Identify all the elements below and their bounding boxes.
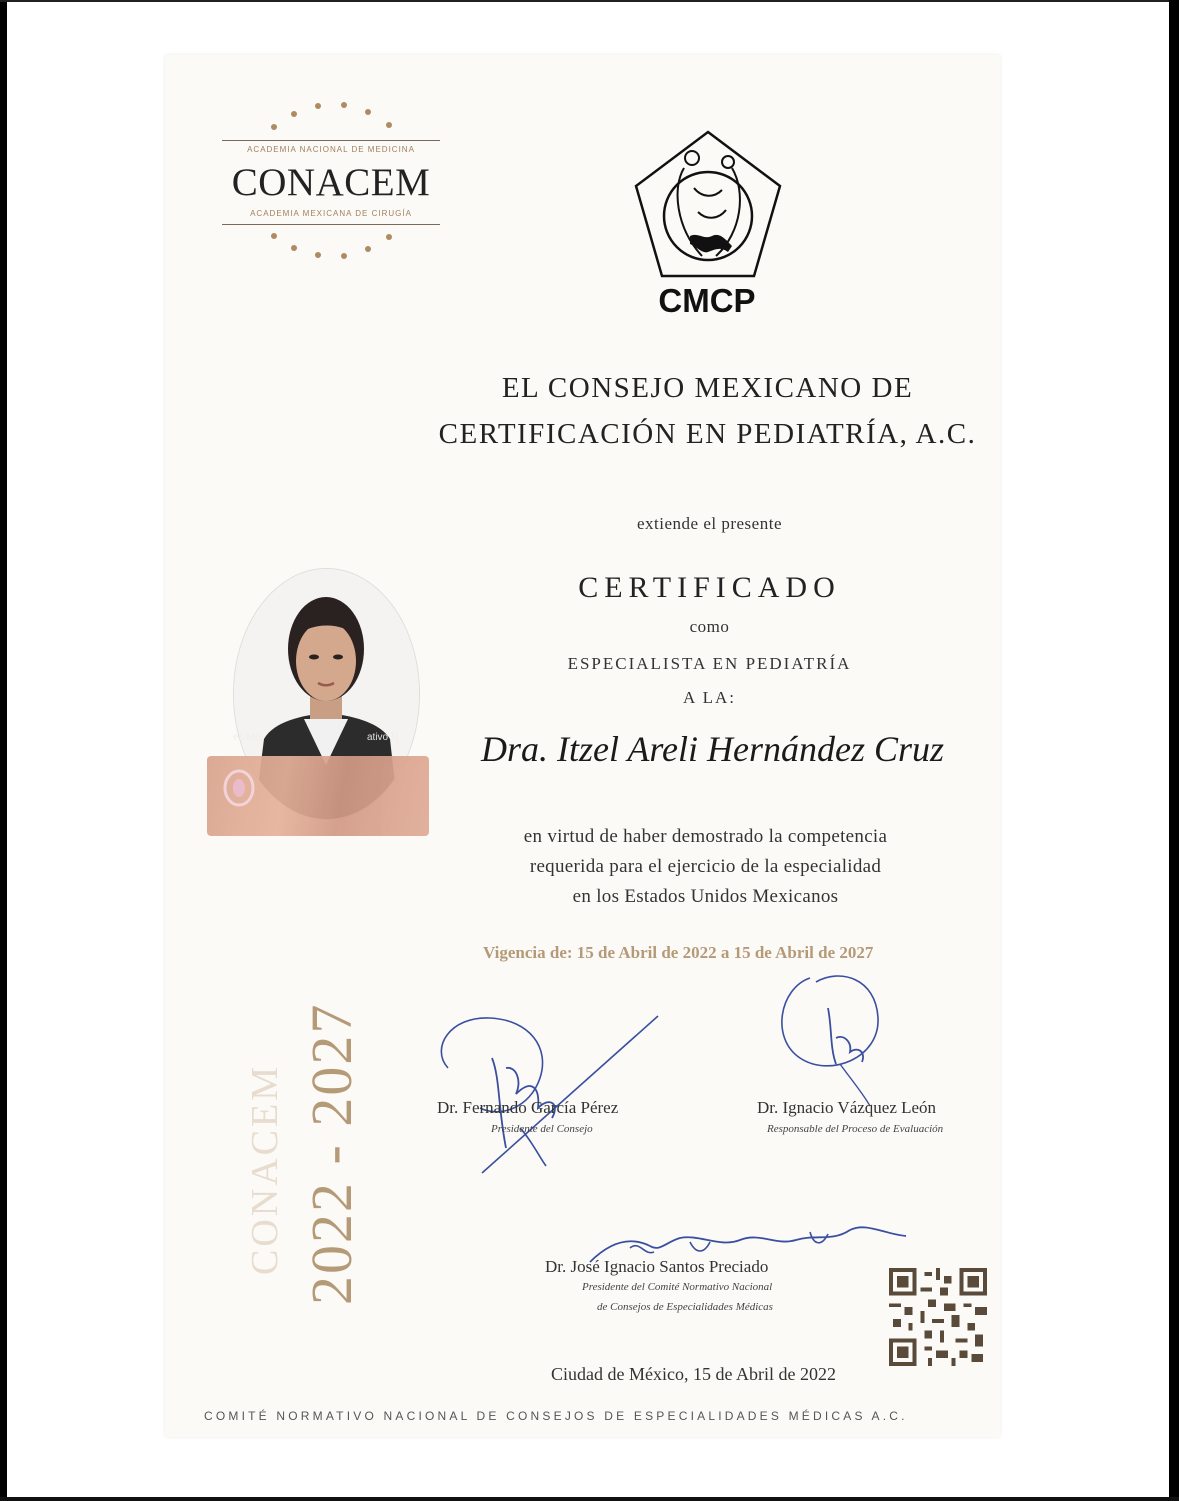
place-date: Ciudad de México, 15 de Abril de 2022 <box>551 1364 836 1384</box>
hologram-text-left: es Mé <box>233 732 261 743</box>
validity-text: Vigencia de: 15 de Abril de 2022 a 15 de Abril de 2027 <box>483 943 874 962</box>
left-frame-edge <box>0 0 7 1501</box>
signatory-2-name: Dr. Ignacio Vázquez León <box>757 1098 937 1117</box>
signatory-3-role-line-2: de Consejos de Especialidades Médicas <box>597 1301 773 1313</box>
issuer-line-1: EL CONSEJO MEXICANO DE <box>501 372 914 404</box>
to-text: A LA: <box>683 688 736 707</box>
conacem-top-text: ACADEMIA NACIONAL DE MEDICINA <box>247 145 415 154</box>
hologram-text-right: ativo N <box>367 732 399 743</box>
signatory-3-name: Dr. José Ignacio Santos Preciado <box>545 1257 769 1276</box>
bottom-frame-edge <box>0 1497 1179 1501</box>
intro-text: extiende el presente <box>637 514 782 533</box>
signatory-3-role-line-1: Presidente del Comité Normativo Nacional <box>582 1281 773 1293</box>
como-text: como <box>689 617 730 636</box>
conacem-bottom-text: ACADEMIA MEXICANA DE CIRUGÍA <box>250 209 412 218</box>
recipient-name: Dra. Itzel Areli Hernández Cruz <box>481 729 944 769</box>
signature-icon <box>420 1008 665 1178</box>
right-frame-edge <box>1169 0 1179 1501</box>
conacem-bottom-dots-icon <box>262 228 402 264</box>
signature-icon <box>770 968 900 1108</box>
certificate-title: CERTIFICADO <box>578 571 841 604</box>
cmcp-emblem-icon <box>632 128 784 280</box>
qr-code-icon <box>889 1268 987 1366</box>
signatory-1-name: Dr. Fernando García Pérez <box>437 1098 619 1117</box>
cmcp-name: CMCP <box>658 282 756 319</box>
signatory-1-role: Presidente del Consejo <box>491 1123 593 1135</box>
footer-text: COMITÉ NORMATIVO NACIONAL DE CONSEJOS DE ESPECIALIDADES MÉDICAS A.C. <box>204 1409 908 1423</box>
conacem-name: CONACEM <box>231 161 431 204</box>
signatory-2-role: Responsable del Proceso de Evaluación <box>767 1123 944 1135</box>
conacem-top-dots-icon <box>262 97 402 133</box>
body-line-1: en virtud de haber demostrado la competencia <box>523 826 888 847</box>
specialty-text: ESPECIALISTA EN PEDIATRÍA <box>567 654 852 673</box>
side-years: 2022 - 2027 <box>299 1002 364 1305</box>
body-line-3: en los Estados Unidos Mexicanos <box>572 886 839 907</box>
body-line-2: requerida para el ejercicio de la especialidad <box>529 856 882 877</box>
hologram-emblem-icon <box>221 768 257 808</box>
side-watermark: CONACEM <box>244 1063 286 1275</box>
issuer-line-2: CERTIFICACIÓN EN PEDIATRÍA, A.C. <box>438 418 977 450</box>
top-frame-edge <box>0 0 1179 2</box>
